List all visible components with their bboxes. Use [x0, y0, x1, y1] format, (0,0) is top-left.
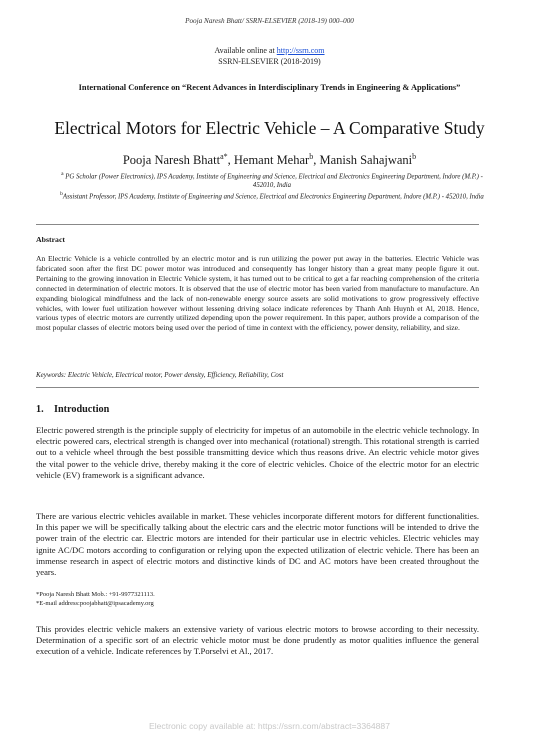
section-title: Introduction	[54, 404, 110, 415]
publisher-line: SSRN-ELSEVIER (2018-2019)	[218, 57, 321, 66]
footnotes	[36, 591, 479, 609]
divider	[36, 387, 479, 388]
footnote-phone: *Pooja Naresh Bhatt Mob.: +91-9977321113.	[36, 591, 155, 598]
author-affil-mark: a*	[220, 152, 228, 161]
availability-block	[0, 45, 539, 67]
availability-line	[0, 45, 539, 56]
author-separator: ,	[227, 153, 234, 168]
author-name: Hemant Mehar	[233, 153, 310, 168]
author-list	[0, 150, 539, 167]
author-affil-mark: b	[309, 152, 314, 161]
body-paragraph: There are various electric vehicles available in market. These vehicles incorporate different motors for different functionalities. In this paper we will be specifically talking about the electric cars and the electric motor functions will be intended to drive the power train of the electric car. Electric motors are intended for their particular use in electric vehicles. Electric vehicles may ignite AC/DC motors according to configuration or relying upon the expected utilization of electric vehicle. There has been an immense research in aspect of electric motors and distinctive kinds of DC and AC motors have been created throughout the years.	[36, 511, 479, 578]
availability-prefix: Available online at	[214, 46, 277, 55]
author-name: Manish Sahajwani	[319, 153, 413, 168]
abstract-text: An Electric Vehicle is a vehicle controlled by an electric motor and is run utilizing the power put away in the batteries. Electric Vehicle was fabricated soon after the first DC power motor was introduced and consequently has longer history than a great many people figure it out. Pertaining to the growing innovation in Electric Vehicle system, it has turned out to be critical to get a far reaching comprehension of the criteria connected in determination of electric motors. It is observed that the use of electric motor has been varied from manufacture to manufacture. An expanding biological mindfulness and the lack of non-renewable energy source assets are solid motivations to grow progressively effective vehicles, with lower fuel utilization however without lessening driving solace indicate references by Thanh Anh Huynh et Al, 2018. Hence, various types of electric motors are currently utilized depending upon the power requirement. In this paper, authors provide a comparison of the most popular classes of electric motors being used over the period of time in context with the efficiency, power density, reliability, and size.	[36, 254, 479, 333]
ssrn-watermark: Electronic copy available at: https://ssrn.com/abstract=3364887	[149, 721, 390, 731]
body-paragraph: This provides electric vehicle makers an extensive variety of various electric motors to browse according to their necessity. Determination of a specific sort of an electric vehicle motor must be done prudently as motor qualities influence the general execution of a vehicle. Indicate references by T.Porselvi et Al., 2017.	[36, 624, 479, 657]
author-affil-mark: b	[412, 152, 417, 161]
divider	[36, 224, 479, 225]
author-name: Pooja Naresh Bhatt	[122, 153, 221, 168]
running-head: Pooja Naresh Bhatt/ SSRN-ELSEVIER (2018-19) 000–000	[185, 17, 354, 25]
affiliation-a	[52, 170, 492, 190]
affiliation-mark: a	[61, 171, 64, 177]
affiliation-b	[52, 190, 492, 202]
footnote-email: *E-mail address:poojabhatt@ipsacademy.org	[36, 599, 154, 607]
paper-title: Electrical Motors for Electric Vehicle – A Comparative Study	[54, 118, 485, 138]
affiliation-text: PG Scholar (Power Electronics), IPS Academy, Institute of Engineering and Science, Electrical and Electronics Engineering Department, Indore (M.P.) - 452010, India	[63, 173, 483, 189]
ssrn-link[interactable]: http://ssrn.com	[276, 46, 325, 55]
section-number: 1.	[36, 404, 44, 415]
keywords: Keywords: Electric Vehicle, Electrical motor, Power density, Efficiency, Reliability, Cost	[36, 371, 284, 379]
conference-title: International Conference on “Recent Advances in Interdisciplinary Trends in Engineering & Applications”	[78, 83, 461, 92]
author-separator: ,	[313, 153, 320, 168]
affiliation-mark: b	[60, 191, 63, 197]
body-paragraph: Electric powered strength is the principle supply of electricity for impetus of an automobile in the electric vehicle technology. In electric powered cars, electrical strength is changed over into mechanical (rotational) strength. This rotational strength is carried out to a vehicle wheel through the best possible transmitting device which thus reasons drive. An electric vehicle motor gives the vital power to the vehicle drive, thereby making it the core of electric vehicles. Choice of the electric motor for an electric vehicle (EV) framework is a significant advance.	[36, 425, 479, 480]
section-heading	[36, 404, 109, 415]
affiliation-text: Assistant Professor, IPS Academy, Institute of Engineering and Science, Electrical and Electronics Engineering Department, Indore (M.P.) - 452010, India	[62, 193, 484, 201]
abstract-heading: Abstract	[36, 235, 66, 244]
